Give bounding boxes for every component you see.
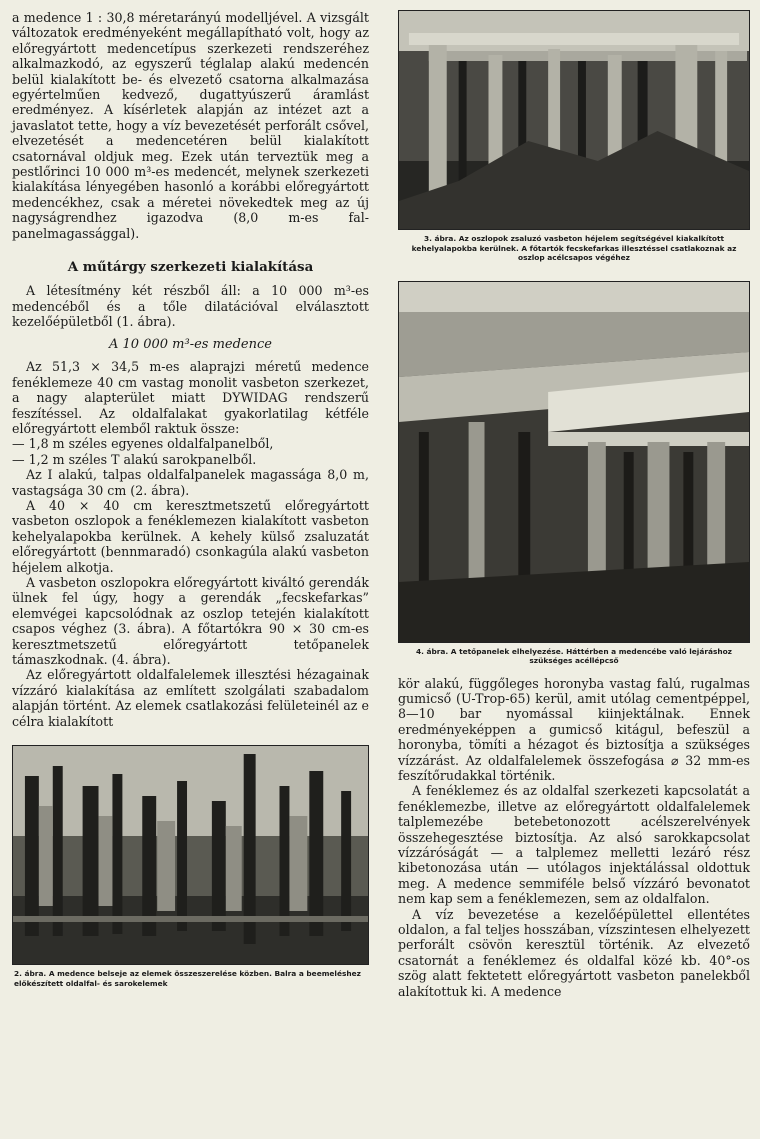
section-heading: A műtárgy szerkezeti kialakítása — [67, 259, 314, 276]
right-column — [398, 10, 750, 999]
paragraph-panel-height: Az I alakú, talpas oldalfalpanelek magassága 8,0 m, vastagsága 30 cm (2. ábra). — [12, 467, 369, 498]
figure-3-photo — [398, 10, 750, 230]
figure-4-illustration — [399, 282, 749, 642]
paragraph-rubber-tube: kör alakú, függőleges horonyba vastag falú, rugalmas gumicső (U-Trop-65) kerül, amit utólag cementpéppel, 8—10 bar nyomással kiinjektálnak. Ennek eredményeképpen a gumicső kitágul, befeszül a horonyba, tömíti a hézagot és biztosítja a szükséges vízzárást. Az oldalfalelemek összefogása ⌀ 32 mm-es feszítőrudakkal történik. — [398, 675, 750, 783]
figure-3-illustration — [399, 11, 749, 229]
paragraph-columns: A 40 × 40 cm keresztmetszetű előregyártott vasbeton oszlopok a fenéklemezen kialakított vasbeton kehelyalapokba kerülnek. A kehely külső zsaluzatát előregyártott (bennmaradó) csonkagúla alakú vasbeton héjelem alkotja. — [12, 497, 369, 575]
section-paragraph: A létesítmény két részből áll: a 10 000 m³-es medencéből és a tőle dilatációval elválasztott kezelőépületből (1. ábra). — [12, 283, 369, 329]
paragraph-base-connection: A fenéklemez és az oldalfal szerkezeti kapcsolatát a fenéklemezbe, illetve az előregyártott oldalfalelemek talplemezébe betebetonozott acélszerelvények összehegesztése biztosítja. Az alsó sarokkapcsolat vízzáróságát — a talplemez melletti lezáró rész kibetonozása után — utólagos injektálással oldottuk meg. A medence semmiféle belső vízzáró bevonatot nem kap sem a fenéklemezen, sem az oldalfalon. — [398, 783, 750, 907]
figure-2-photo — [12, 745, 369, 965]
paragraph-water-inlet: A víz bevezetése a kezelőépülettel ellentétes oldalon, a fal teljes hosszában, vízszintesen elhelyezett perforált csövön keresztül történik. Az elvezető csatornát a fenéklemez és oldalfal közé kb. 40°-os szög alatt fektetett előregyártott vasbeton panelekből alakítottuk ki. A medence — [398, 906, 750, 999]
list-item: — 1,2 m széles T alakú sarokpanelből. — [12, 451, 257, 467]
list-item: — 1,8 m széles egyenes oldalfalpanelből, — [12, 436, 274, 452]
intro-paragraph: a medence 1 : 30,8 méretarányú modelljével. A vizsgált változatok eredményeként megállapítható volt, hogy az előregyártott medencetípus szerkezeti rendszeréhez alkalmazkodó, az egyszerű téglalap alakú medencén belül kialakított be- és elvezető csatorna alkalmazása egyértelműen kedvező, dugattyúszerű áramlást eredményez. A kísérletek alapján az intézet azt a javaslatot tette, hogy a víz bevezetését perforált csővel, elvezetését a medencetéren belül kialakított csatornával oldjuk meg. Ezek után terveztük meg a pestlőrinci 10 000 m³-es medencét, melynek szerkezeti kialakítása lényegében hasonló a korábbi előregyártott medencékhez, csak a méretei növekedtek meg az új nagyságrendhez igazodva (8,0 m-es fal-panelmagassággal). — [12, 10, 369, 241]
left-column — [12, 10, 369, 988]
figure-3-caption: 3. ábra. Az oszlopok zsaluzó vasbeton héjelem segítségével kiakalkított kehelyalapokba kerülnek. A főtartók fecskefarkas illesztéssel csatlakoznak az oszlop acélcsapos végéhez — [411, 234, 737, 262]
figure-4-photo — [398, 281, 750, 643]
paragraph-pool-dimensions: Az 51,3 × 34,5 m-es alaprajzi méretű medence fenéklemeze 40 cm vastag monolit vasbeton szerkezet, a nagy alapterület miatt DYWIDAG rendszerű feszítéssel. Az oldalfalakat gyakorlatilag kétféle előregyártott elemből raktuk össze: — [12, 359, 369, 436]
figure-4-caption: 4. ábra. A tetőpanelek elhelyezése. Háttérben a medencébe való lejáráshoz szükséges acéllépcső — [415, 646, 732, 665]
paragraph-beams: A vasbeton oszlopokra előregyártott kiváltó gerendák ülnek fel úgy, hogy a gerendák „fecskefarkas” elemvégei kapcsolódnak az oszlop tetején kialakított csapos véghez (3. ábra). A főtartókra 90 × 30 cm-es keresztmetszetű előregyártott tetőpanelek támaszkodnak. (4. ábra). — [12, 575, 369, 668]
figure-2-illustration — [13, 746, 368, 964]
paragraph-joints: Az előregyártott oldalfalelemek illesztési hézagainak vízzáró kialakítása az említett szolgálati szabadalom alapján történt. Az elemek csatlakozási felületeinél az e célra kialakított — [12, 667, 369, 729]
panel-type-list — [12, 436, 369, 467]
subheading: A 10 000 m³-es medence — [109, 337, 272, 353]
figure-2-caption: 2. ábra. A medence belseje az elemek összeszerelése közben. Balra a beemeléshez előkészített oldalfal- és sarokelemek — [14, 969, 361, 988]
